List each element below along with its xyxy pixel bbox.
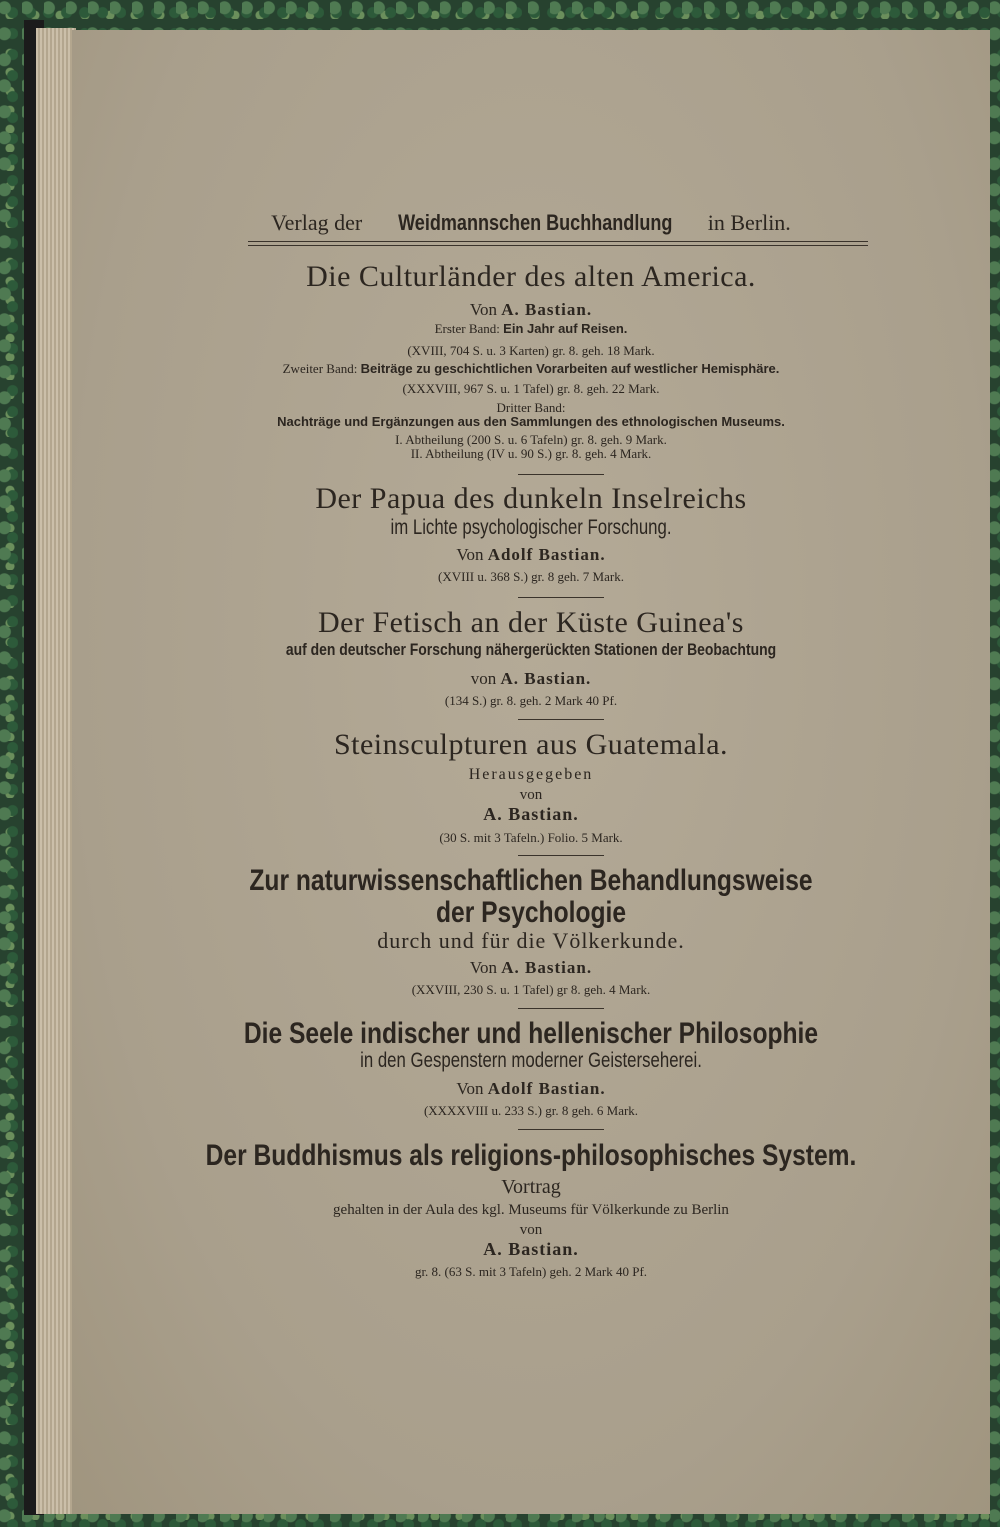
von-label: von: [470, 669, 497, 688]
author-name: A. Bastian.: [501, 958, 593, 977]
volume-info: (XXXVIII, 967 S. u. 1 Tafel) gr. 8. geh. 22 Mark.: [402, 381, 660, 396]
author-line: [72, 958, 990, 978]
author-line: [72, 1079, 990, 1099]
book-title: Die Culturländer des alten America.: [306, 260, 756, 293]
section-divider: [518, 597, 604, 598]
book-occasion: gehalten in der Aula des kgl. Museums für Völkerkunde zu Berlin: [333, 1202, 729, 1218]
volume-label: Erster Band:: [434, 321, 500, 336]
page-edges: [36, 28, 76, 1514]
book-title: Zur naturwissenschaftlichen Behandlungsweise: [249, 864, 813, 897]
author-name: A. Bastian.: [483, 1239, 579, 1259]
author-name: A. Bastian.: [501, 300, 593, 319]
header-rule-bottom: [248, 245, 868, 246]
volume-title: Ein Jahr auf Reisen.: [503, 321, 628, 336]
author-name: A. Bastian.: [483, 804, 579, 824]
von-label: von: [519, 1222, 543, 1238]
book-title: Der Fetisch an der Küste Guinea's: [318, 606, 744, 639]
book-info: (134 S.) gr. 8. geh. 2 Mark 40 Pf.: [444, 693, 618, 708]
advertisement-page: [72, 30, 990, 1514]
author-name: Adolf Bastian.: [487, 545, 606, 564]
volume-title: Nachträge und Ergänzungen aus den Sammlungen des ethnologischen Museums.: [277, 414, 785, 429]
header-suffix: in Berlin.: [707, 210, 791, 235]
volume-info: (XVIII, 704 S. u. 3 Karten) gr. 8. geh. 18 Mark.: [407, 343, 655, 358]
author-line: [72, 300, 990, 320]
section-divider: [518, 855, 604, 856]
book-subtitle: Vortrag: [501, 1176, 561, 1198]
publisher-header: [72, 210, 990, 236]
book-title-line3: durch und für die Völkerkunde.: [377, 928, 685, 953]
book-info: (XVIII u. 368 S.) gr. 8 geh. 7 Mark.: [438, 569, 624, 584]
book-info: (XXVIII, 230 S. u. 1 Tafel) gr 8. geh. 4 Mark.: [411, 982, 651, 997]
volume-label: Zweiter Band:: [282, 361, 358, 376]
von-label: Von: [469, 300, 497, 319]
von-label: Von: [456, 1079, 484, 1098]
author-name: Adolf Bastian.: [487, 1079, 606, 1098]
book-subtitle: auf den deutscher Forschung nähergerückten Stationen der Beobachtung: [285, 640, 777, 659]
section-divider: [518, 1129, 604, 1130]
von-label: Von: [469, 958, 497, 977]
volume-2: [72, 361, 990, 377]
book-info: (30 S. mit 3 Tafeln.) Folio. 5 Mark.: [439, 830, 623, 845]
volume-part: I. Abtheilung (200 S. u. 6 Tafeln) gr. 8. geh. 9 Mark.: [395, 432, 667, 447]
volume-part: II. Abtheilung (IV u. 90 S.) gr. 8. geh. 4 Mark.: [410, 446, 652, 461]
book-title: Steinsculpturen aus Guatemala.: [333, 728, 729, 761]
book-title: Der Buddhismus als religions-philosophisches System.: [205, 1139, 857, 1172]
author-line: [72, 545, 990, 565]
editor-line: Herausgegeben: [468, 766, 594, 783]
book-title: Der Papua des dunkeln Inselreichs: [315, 482, 747, 515]
publisher-name: Weidmannschen Buchhandlung: [397, 210, 673, 235]
von-label: Von: [456, 545, 484, 564]
von-label: von: [519, 787, 543, 803]
section-divider: [518, 1008, 604, 1009]
section-divider: [518, 474, 604, 475]
header-rule-top: [248, 241, 868, 242]
book-info: gr. 8. (63 S. mit 3 Tafeln) geh. 2 Mark 40 Pf.: [414, 1264, 648, 1279]
header-prefix: Verlag der: [271, 210, 363, 235]
volume-1: [72, 321, 990, 337]
book-subtitle: in den Gespenstern moderner Geisterseherei.: [360, 1049, 702, 1072]
volume-title: Beiträge zu geschichtlichen Vorarbeiten auf westlicher Hemisphäre.: [360, 361, 780, 376]
author-line: [72, 669, 990, 689]
volume-label: Dritter Band:: [496, 400, 566, 415]
book-title: Die Seele indischer und hellenischer Philosophie: [243, 1017, 819, 1050]
book-title-line2: der Psychologie: [435, 896, 627, 929]
book-info: (XXXXVIII u. 233 S.) gr. 8 geh. 6 Mark.: [423, 1103, 639, 1118]
book-subtitle: im Lichte psychologischer Forschung.: [390, 516, 672, 539]
author-name: A. Bastian.: [500, 669, 592, 688]
section-divider: [518, 719, 604, 720]
